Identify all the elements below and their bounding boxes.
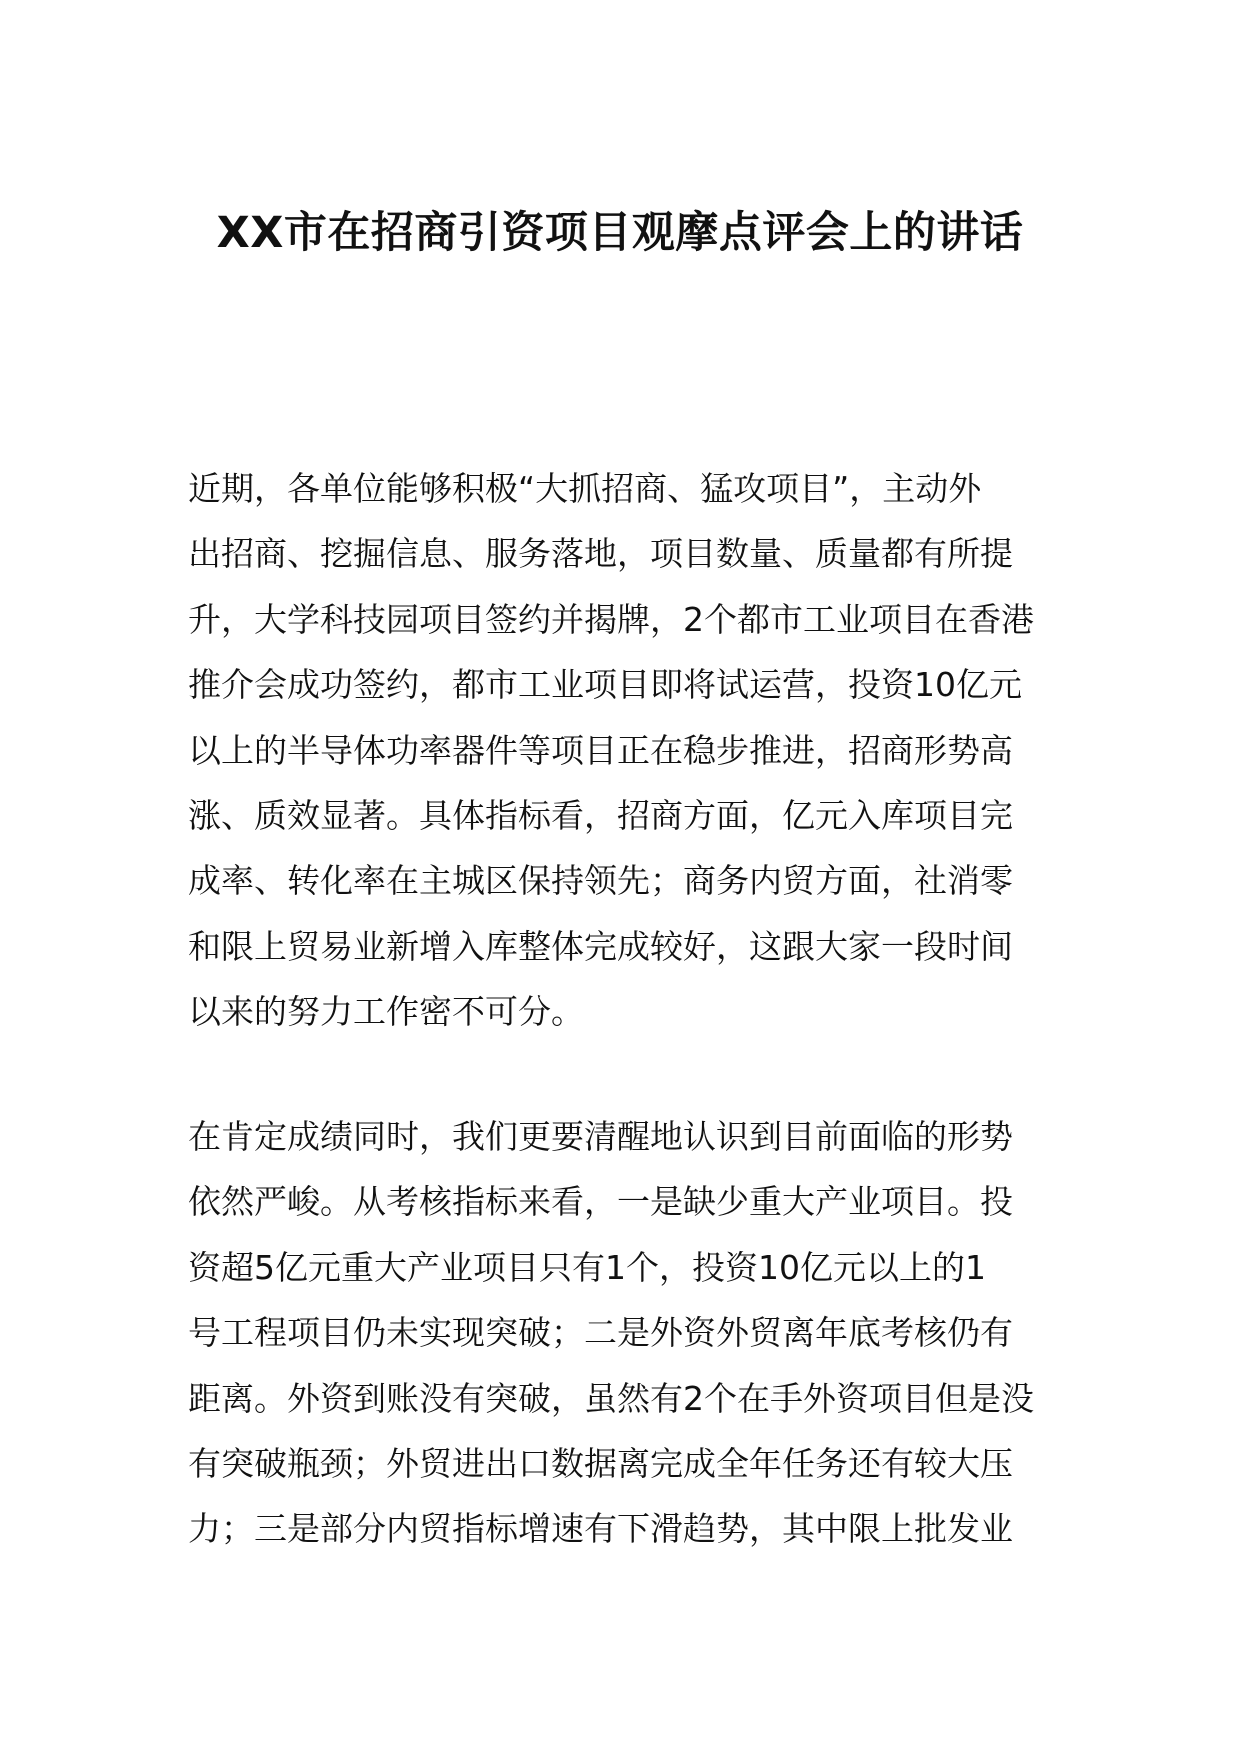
paragraph-line: 近期，各单位能够积极“大抓招商、猛攻项目”，主动外 (188, 469, 982, 508)
paragraph-line: 和限上贸易业新增入库整体完成较好，这跟大家一段时间 (188, 926, 1013, 966)
paragraph-line: 有突破瓶颈；外贸进出口数据离完成全年任务还有较大压 (188, 1443, 1013, 1483)
paragraph-line: 以来的努力工作密不可分。 (188, 992, 584, 1032)
paragraph-line: 资超5亿元重大产业项目只有1个，投资10亿元以上的1 (188, 1247, 986, 1287)
paragraph-2 (188, 1104, 1068, 1562)
paragraph-line: 涨、质效显著。具体指标看，招商方面，亿元入库项目完 (188, 795, 1013, 835)
paragraph-line: 距离。外资到账没有突破，虽然有2个在手外资项目但是没 (188, 1378, 1034, 1418)
paragraph-line: 成率、转化率在主城区保持领先；商务内贸方面，社消零 (188, 861, 1013, 901)
paragraph-line: 依然严峻。从考核指标来看，一是缺少重大产业项目。投 (188, 1182, 1013, 1222)
document-title: XX市在招商引资项目观摩点评会上的讲话 (216, 208, 1024, 258)
paragraph-line: 力；三是部分内贸指标增速有下滑趋势，其中限上批发业 (188, 1509, 1013, 1549)
paragraph-line: 号工程项目仍未实现突破；二是外资外贸离年底考核仍有 (188, 1313, 1013, 1353)
paragraph-line: 出招商、挖掘信息、服务落地，项目数量、质量都有所提 (188, 534, 1013, 574)
paragraph-line: 以上的半导体功率器件等项目正在稳步推进，招商形势高 (188, 730, 1013, 770)
paragraph-line: 在肯定成绩同时，我们更要清醒地认识到目前面临的形势 (188, 1117, 1013, 1156)
paragraph-line: 升，大学科技园项目签约并揭牌，2个都市工业项目在香港 (188, 599, 1034, 639)
paragraph-1 (188, 456, 1068, 1045)
paragraph-line: 推介会成功签约，都市工业项目即将试运营，投资10亿元 (188, 665, 1022, 705)
